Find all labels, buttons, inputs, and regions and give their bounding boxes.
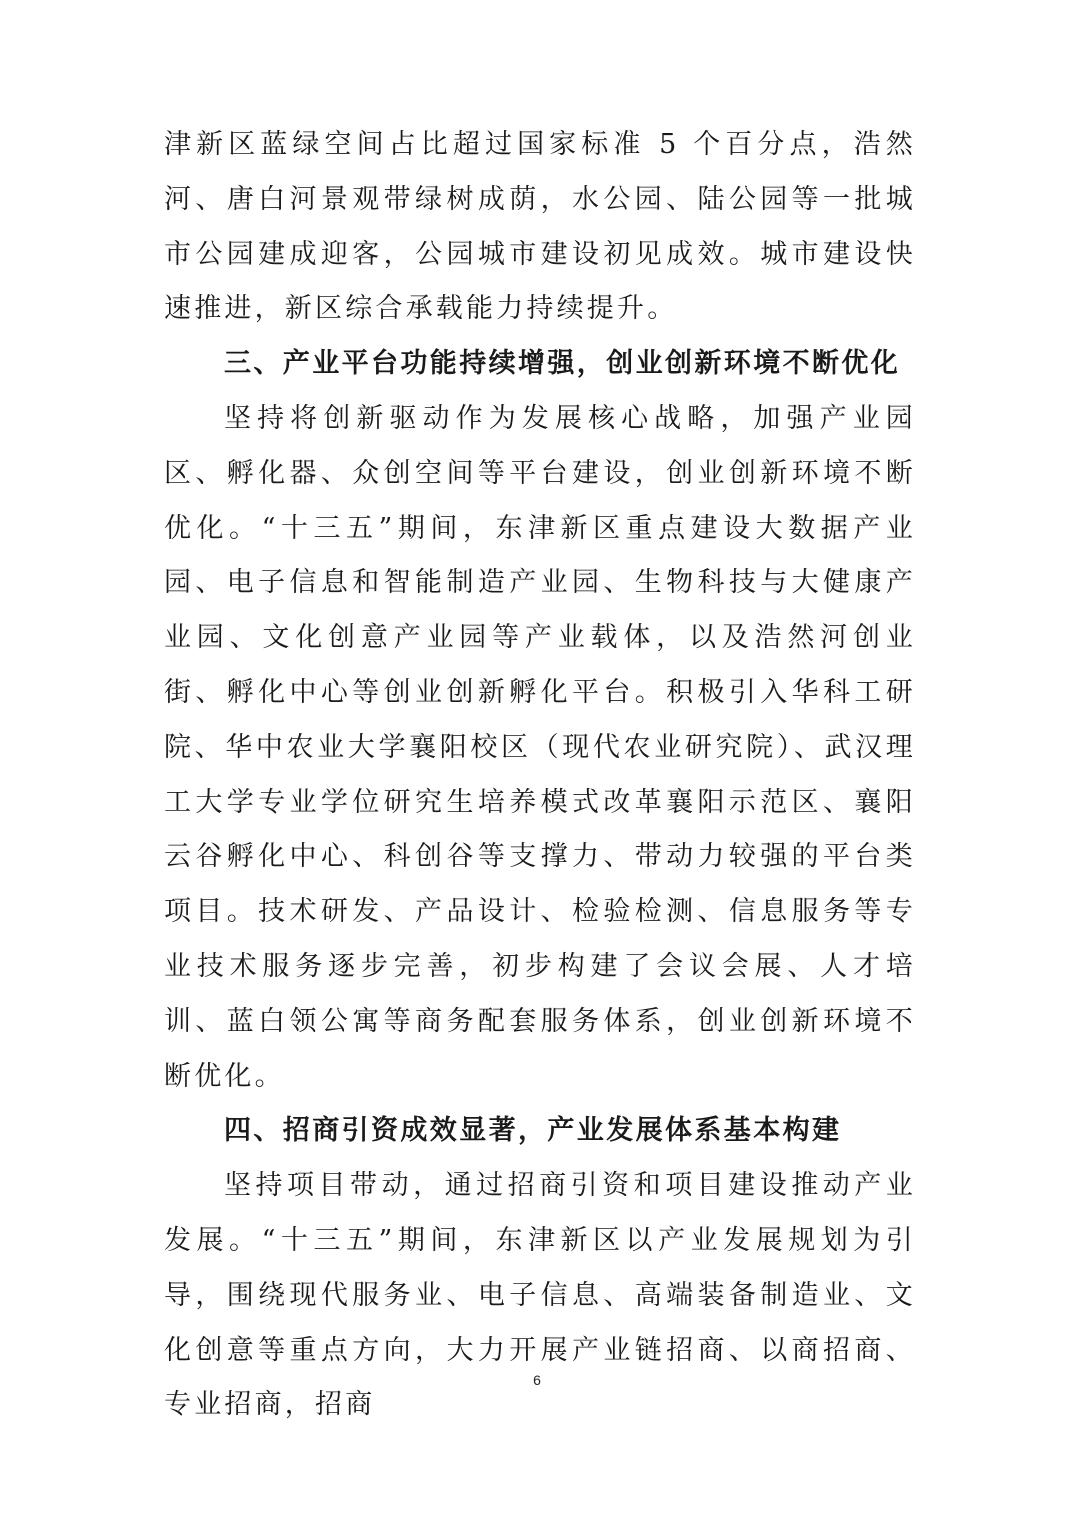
paragraph-innovation-platforms: 坚持将创新驱动作为发展核心战略，加强产业园区、孵化器、众创空间等平台建设，创业创新环境不断优化。“十三五”期间，东津新区重点建设大数据产业园、电子信息和智能制造产业园、生物科技与大健康产业园、文化创意产业园等产业载体，以及浩然河创业街、孵化中心等创业创新孵化平台。积极引入华科工研院、华中农业大学襄阳校区（现代农业研究院）、武汉理工大学专业学位研究生培养模式改革襄阳示范区、襄阳云谷孵化中心、科创谷等支撑力、带动力较强的平台类项目。技术研发、产品设计、检验检测、信息服务等专业技术服务逐步完善，初步构建了会议会展、人才培训、蓝白领公寓等商务配套服务体系，创业创新环境不断优化。 — [164, 402, 916, 1092]
section-heading-3: 三、产业平台功能持续增强，创业创新环境不断优化 — [224, 348, 901, 380]
document-body — [164, 118, 916, 1433]
paragraph-investment-attraction: 坚持项目带动，通过招商引资和项目建设推动产业发展。“十三五”期间，东津新区以产业发展规划为引导，围绕现代服务业、电子信息、高端装备制造业、文化创意等重点方向，大力开展产业链招商、以商招商、专业招商，招商 — [164, 1170, 916, 1421]
page-number: 6 — [533, 1372, 541, 1388]
paragraph-urban-green-space: 津新区蓝绿空间占比超过国家标准 5 个百分点，浩然河、唐白河景观带绿树成荫，水公园、陆公园等一批城市公园建成迎客，公园城市建设初见成效。城市建设快速推进，新区综合承载能力持续提升。 — [164, 129, 916, 325]
section-heading-4: 四、招商引资成效显著，产业发展体系基本构建 — [224, 1115, 842, 1147]
